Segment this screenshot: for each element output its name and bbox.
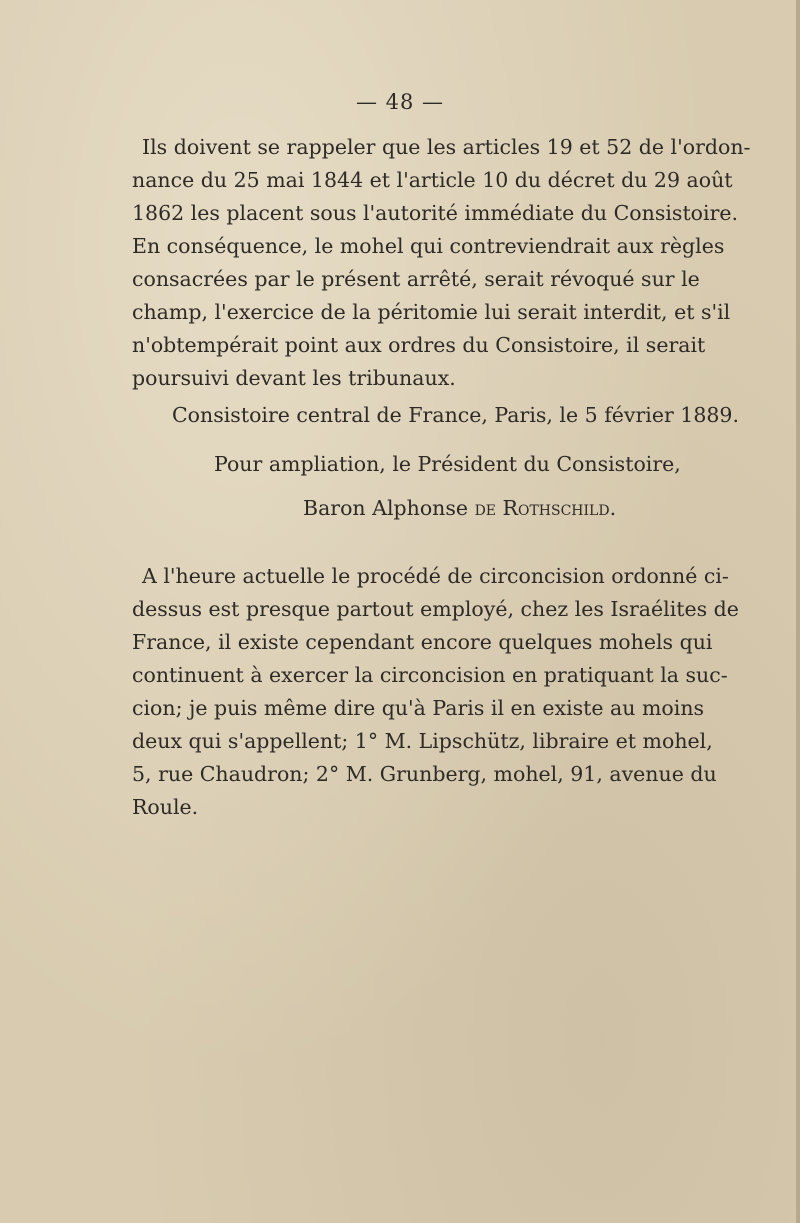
signature-name-prefix: Baron Alphonse	[303, 496, 475, 520]
paragraph-1-line: consacrées par le présent arrêté, serait révoqué sur le	[132, 267, 700, 291]
paragraph-1-line: n'obtempérait point aux ordres du Consistoire, il serait	[132, 333, 706, 357]
paragraph-1	[132, 131, 751, 395]
page-number: — 48 —	[355, 90, 445, 114]
paragraph-2-line: deux qui s'appellent; 1° M. Lipschütz, libraire et mohel,	[132, 729, 713, 753]
signature-name-particle: de	[474, 496, 497, 520]
paragraph-1-line: Ils doivent se rappeler que les articles 19 et 52 de l'ordon-	[142, 135, 751, 159]
paragraph-2-line: 5, rue Chaudron; 2° M. Grunberg, mohel, 91, avenue du	[132, 762, 717, 786]
paragraph-2	[132, 560, 739, 824]
paragraph-1-line: champ, l'exercice de la péritomie lui serait interdit, et s'il	[132, 300, 731, 324]
paragraph-2-line: A l'heure actuelle le procédé de circoncision ordonné ci-	[142, 564, 729, 588]
signature-ampliation-line: Pour ampliation, le Président du Consistoire,	[214, 452, 681, 476]
paragraph-2-line: continuent à exercer la circoncision en pratiquant la suc-	[132, 663, 728, 687]
paragraph-2-line: cion; je puis même dire qu'à Paris il en existe au moins	[132, 696, 705, 720]
paragraph-1-line: poursuivi devant les tribunaux.	[132, 366, 456, 390]
signature-name-surname: Rothschild.	[502, 496, 617, 520]
paragraph-1-line: nance du 25 mai 1844 et l'article 10 du décret du 29 août	[132, 168, 733, 192]
paragraph-1-line: En conséquence, le mohel qui contreviendrait aux règles	[132, 234, 725, 258]
paragraph-1-line: 1862 les placent sous l'autorité immédiate du Consistoire.	[132, 201, 739, 225]
signature-date-line: Consistoire central de France, Paris, le 5 février 1889.	[172, 403, 739, 427]
paragraph-2-line: Roule.	[132, 795, 199, 819]
page-edge	[796, 0, 800, 1223]
paragraph-2-line: dessus est presque partout employé, chez les Israélites de	[132, 597, 739, 621]
paragraph-2-line: France, il existe cependant encore quelques mohels qui	[132, 630, 713, 654]
signature-name	[303, 496, 616, 520]
